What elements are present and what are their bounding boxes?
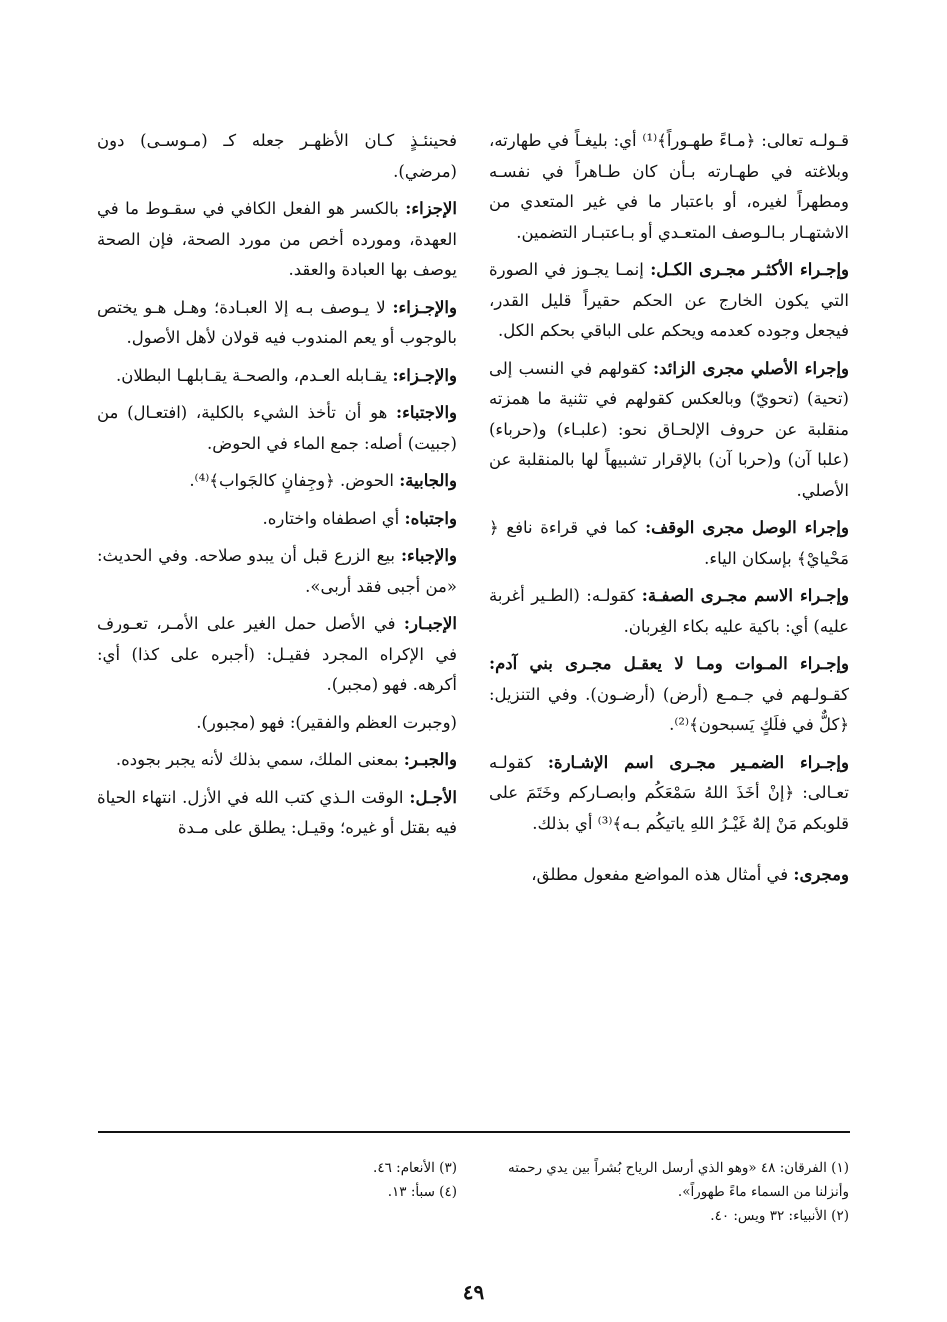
entry: والإجـزاء: لا يـوصف بـه إلا العبـادة؛ وهـل هـو يختص بالوجوب أو يعم المندوب فيه قولان لأهل الأصول. [97, 297, 457, 347]
entry: والجبـر: بمعنى الملك، سمي بذلك لأنه يجبر بجوده. [115, 750, 457, 769]
footnotes-left [97, 1156, 457, 1204]
footnote: (٤) سبأ: ١٣. [387, 1184, 457, 1200]
entry: والإجـزاء: يقـابله العـدم، والصحـة يقـابلهـا البطلان. [116, 365, 457, 385]
footnote: (١) الفرقان: ٤٨ «وهو الذي أرسل الرياح بُشراً بين يدي رحمته وأنزلنا من السماء ماءً طهوراً». [507, 1160, 849, 1200]
entry: وإجـراء الأكثـر مجـرى الكـل: إنمـا يجـوز في الصورة التي يكون الخارج عن الحكم حقيراً قليل القدر، فيجعل وجوده كعدمه ويحكم على الباقي بحكم الكل. [489, 260, 849, 340]
entry: واجتباه: أي اصطفاه واختاره. [262, 508, 457, 528]
entry: وإجـراء الاسم مجـرى الصفـة: كقولـه: (الطـير أغربة عليه) أي: باكية عليه بكاء الغِربان. [489, 586, 849, 636]
entry: الإجزاء: بالكسر هو الفعل الكافي في سقـوط ما في العهدة، ومورده أخص من مورد الصحة، فإن الصحة يوصف بها العبادة والعقد. [97, 199, 457, 279]
entry: الإجبـار: في الأصل حمل الغير على الأمـر، تعـورف في الإكراه المجرد فقيـل: (أجبره على كذا) أي: أكرهه. فهو (مجبر). [97, 614, 457, 694]
entry: وإجـراء الضمـير مجـرى اسم الإشـارة: كقولـه تعـالى: ﴿إنْ أخَذَ اللهُ سَمْعَكُم وابصـاركم وخَتَمَ على قلوبكم مَنْ إلهٌ غَيْـرُ اللهِ ياتيكُم بـه﴾⁽³⁾ أي بذلك. [489, 752, 849, 833]
footnote: (٢) الأنبياء: ٣٢ ويس: ٤٠. [710, 1208, 849, 1224]
page-number: ٤٩ [462, 1280, 485, 1304]
entry: (وجبرت العظم والفقير): فهو (مجبور). [196, 712, 457, 732]
entry: الأجـل: الوقت الـذي كتب الله في الأزل. انتهاء الحياة فيه بقتل أو غيره؛ وقيـل: يطلق على مـدة [97, 787, 457, 837]
entry: وإجراء الأصلي مجرى الزائد: كقولهم في النسب إلى (تحية) (تحويّ) وبالعكس كقولهم في تثنية ما همزته منقلبة عن حروف الإلحـاق نحو: (علبـاء) و(حرباء) (علبا آن) و(حربا آن) بالإقرار تشبيهاً لها بالمنقلبة عن الأصلي. [489, 358, 849, 500]
entry: فحينئـذٍ كـان الأظهـر جعله كـ (مـوسـى) دون (مرضي). [97, 131, 457, 181]
entry: وإجـراء المـوات ومـا لا يعقـل مجـرى بني آدم: كقـولـهم في جـمـع (أرض) (أرضـون). وفي التنزيل: ﴿كلٌّ في فلَكٍ يَسبحون﴾⁽²⁾. [489, 654, 849, 734]
footnotes-right [489, 1156, 849, 1228]
entry: قـولـه تعالى: ﴿مـاءً طهـوراً﴾⁽¹⁾ أي: بليغـاً في طهارته، وبلاغته في طهـارته بـأن كان طـاهراً في نفسـه ومطهراً لغيره، أو باعتبار ما في غير المتعدي من الاشتهـار بـالـوصف المتعـدي أو بـاعتبـار التضمين. [489, 131, 849, 242]
entry: والجابية: الحوض. ﴿وجِفانٍ كالجَواب﴾⁽⁴⁾. [189, 471, 457, 490]
footnote: (٣) الأنعام: ٤٦. [373, 1160, 457, 1176]
right-column [489, 126, 849, 898]
entry: ومجرى: في أمثال هذه المواضع مفعول مطلق، [531, 865, 849, 884]
spacer [489, 846, 849, 860]
left-column [97, 126, 457, 851]
entry: والإجباء: بيع الزرع قبل أن يبدو صلاحه. وفي الحديث: «من أجبى فقد أربى». [97, 546, 457, 596]
footnote-divider [98, 1131, 850, 1133]
entry: وإجراء الوصل مجرى الوقف: كما في قراءة نافع ﴿ مَحْيايْ﴾ بإسكان الياء. [489, 518, 849, 568]
entry: والاجتباء: هو أن تأخذ الشيء بالكلية، (افتعـال) من (جبيت) أصله: جمع الماء في الحوض. [97, 403, 457, 453]
